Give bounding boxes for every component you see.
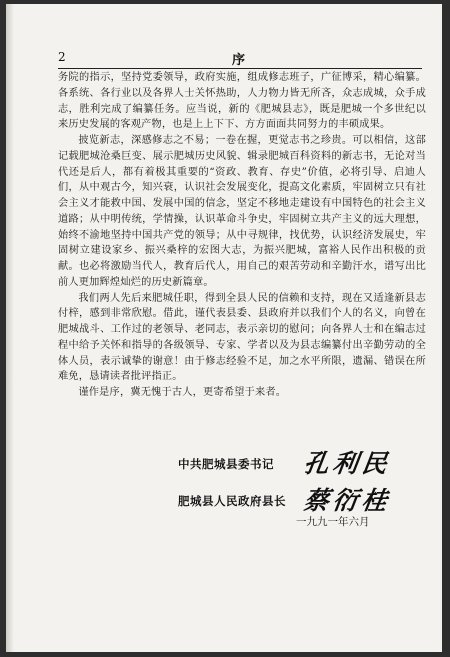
section-title: 序 xyxy=(232,53,246,68)
paragraph: 披览新志，深感修志之不易；一卷在握，更觉志书之珍贵。可以相信，这部记载肥城沧桑巨变、展示肥城历史风貌、辑录肥城百科资料的新志书，无论对当代还是后人，都有着极其重要的“资政、教育、存史”价值，必将引导、启迪人们，从中观古今，知兴衰，认识社会发展变化，提高文化素质，牢固树立只有社会主义才能救中国、发展中国的信念，坚定不移地走建设有中国特色的社会主义道路；从中明传统，学情操，认识革命斗争史，牢固树立共产主义的远大理想，始终不渝地坚持中国共产党的领导；从中寻规律，找优势，认识经济发展史，牢固树立建设家乡、振兴桑梓的宏图大志，为振兴肥城，富裕人民作出积极的贡献。也必将激励当代人，教育后代人，用自己的艰苦劳动和辛勤汗水，谱写出比前人更加辉煌灿烂的历史新篇章。 xyxy=(58,135,426,288)
paragraph: 谨作是序，冀无愧于古人，更寄希望于来者。 xyxy=(78,387,287,398)
header-rule xyxy=(58,68,422,69)
signatory-title: 肥城县人民政府县长 xyxy=(178,494,286,508)
binding-edge xyxy=(6,4,14,652)
body-text xyxy=(58,70,426,401)
signature-date: 一九九一年六月 xyxy=(296,516,370,528)
signatory-title: 中共肥城县委书记 xyxy=(178,457,274,471)
document-page xyxy=(6,4,442,652)
page-number: 2 xyxy=(58,50,66,64)
page-header xyxy=(58,50,422,66)
paragraph: 务院的指示，坚持党委领导，政府实施，组成修志班子，广征博采，精心编纂。各系统、各行业以及各界人士关怀热助，人力物力皆无所吝，众志成城，众手成志，胜利完成了编纂任务。应当说，新的《肥城县志》，既是肥城一个多世纪以来历史发展的客观产物，也是上上下下、方方面面共同努力的丰硕成果。 xyxy=(58,72,426,131)
paragraph: 我们两人先后来肥城任职，得到全县人民的信赖和支持，现在又适逢新县志付梓，感到非常欣慰。借此，谨代表县委、县政府并以我们个人的名义，向曾在肥城战斗、工作过的老领导、老同志，表示亲切的慰问；向各界人士和在编志过程中给予关怀和指导的各级领导、专家、学者以及为县志编纂付出辛勤劳动的全体人员，表示诚挚的谢意！由于修志经验不足，加之水平所限，遗漏、错误在所难免，恳请读者批评指正。 xyxy=(58,292,426,383)
handwritten-signature: 蔡衍桂 xyxy=(301,486,393,515)
handwritten-signature: 孔利民 xyxy=(301,449,393,478)
signature-block xyxy=(178,444,428,574)
signature-row xyxy=(178,444,428,484)
